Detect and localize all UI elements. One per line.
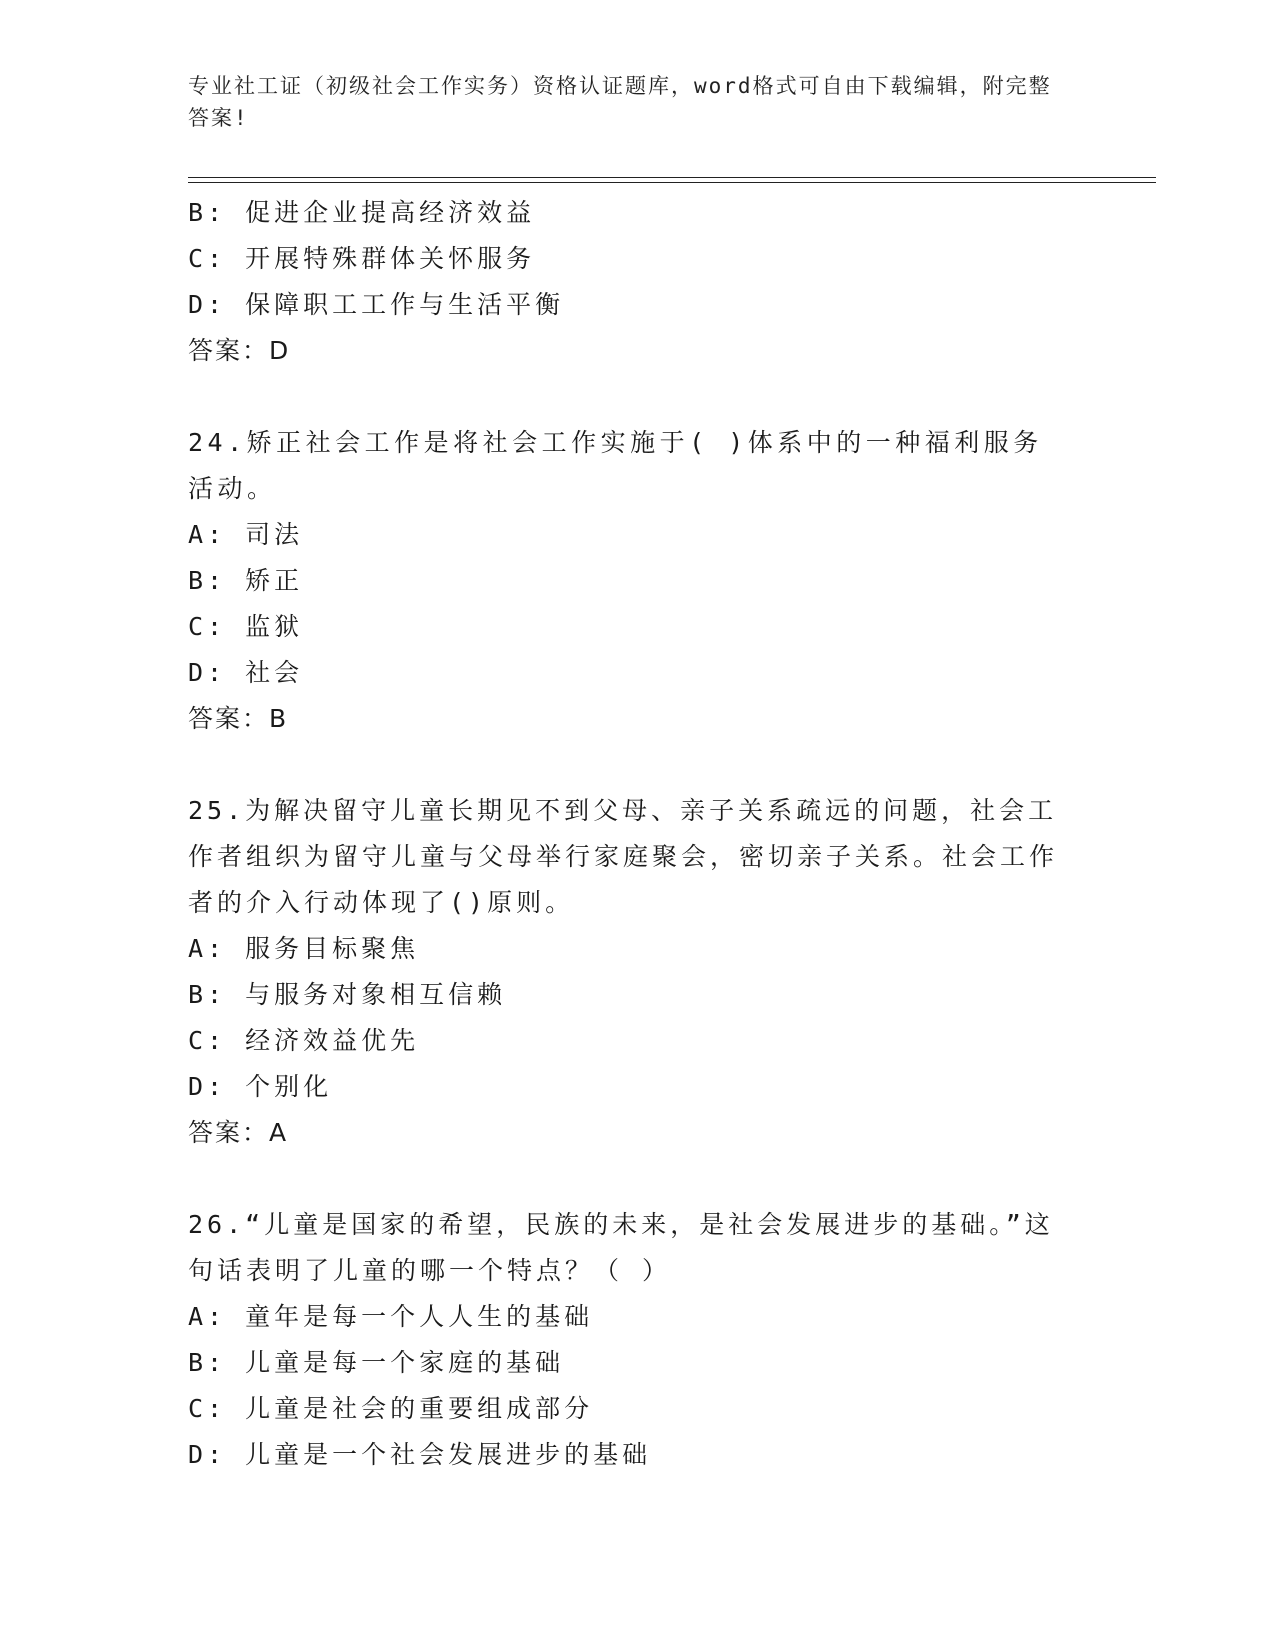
option-d: D: 个别化: [188, 1072, 333, 1101]
spacer: [188, 374, 1088, 420]
option-c: C: 开展特殊群体关怀服务: [188, 244, 536, 273]
header-rule-top: [188, 177, 1156, 178]
option-a: A: 司法: [188, 520, 304, 549]
answer-line: 答案：D: [188, 336, 291, 365]
question-26: [188, 1202, 1088, 1478]
option-d: D: 保障职工工作与生活平衡: [188, 290, 565, 319]
option-b: B: 促进企业提高经济效益: [188, 198, 536, 227]
question-stem: 26.“儿童是国家的希望，民族的未来，是社会发展进步的基础。”这句话表明了儿童的哪一个特点？（ ）: [188, 1210, 1054, 1285]
option-a: A: 服务目标聚焦: [188, 934, 420, 963]
question-stem: 25.为解决留守儿童长期见不到父母、亲子关系疏远的问题，社会工作者组织为留守儿童与父母举行家庭聚会，密切亲子关系。社会工作者的介入行动体现了()原则。: [188, 796, 1059, 917]
question-25: [188, 788, 1088, 1156]
option-c: C: 儿童是社会的重要组成部分: [188, 1394, 594, 1423]
spacer: [188, 1156, 1088, 1202]
header-rule-bottom: [188, 182, 1156, 183]
question-stem: 24.矫正社会工作是将社会工作实施于( )体系中的一种福利服务活动。: [188, 428, 1043, 503]
option-c: C: 经济效益优先: [188, 1026, 420, 1055]
answer-line: 答案：B: [188, 704, 289, 733]
option-d: D: 社会: [188, 658, 304, 687]
spacer: [188, 742, 1088, 788]
question-24: [188, 420, 1088, 742]
document-header: 专业社工证（初级社会工作实务）资格认证题库，word格式可自由下载编辑，附完整答案!: [188, 74, 1052, 130]
option-a: A: 童年是每一个人人生的基础: [188, 1302, 594, 1331]
answer-line: 答案：A: [188, 1118, 289, 1147]
option-b: B: 与服务对象相互信赖: [188, 980, 507, 1009]
option-b: B: 矫正: [188, 566, 304, 595]
option-c: C: 监狱: [188, 612, 304, 641]
option-b: B: 儿童是每一个家庭的基础: [188, 1348, 565, 1377]
document-body: [188, 190, 1088, 1478]
option-d: D: 儿童是一个社会发展进步的基础: [188, 1440, 652, 1469]
question-23-continued: [188, 190, 1088, 374]
